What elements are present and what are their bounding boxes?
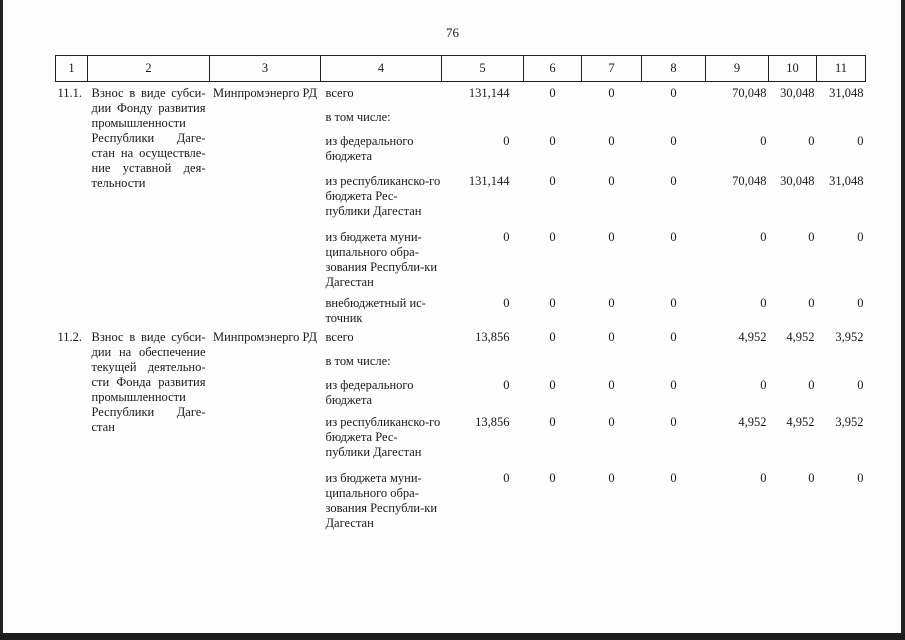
column-header: 11 xyxy=(817,56,866,82)
value-cell: 0 xyxy=(503,470,510,485)
value-cell: 30,048 xyxy=(780,85,815,100)
value-cell: 0 xyxy=(503,229,510,244)
item-name-line: дии на обеспечение xyxy=(91,344,206,359)
value-cell: 0 xyxy=(670,85,677,100)
value-cell: 0 xyxy=(670,133,677,148)
value-cell: 0 xyxy=(808,229,815,244)
value-cell: 0 xyxy=(857,229,864,244)
executor: Минпромэнерго РД xyxy=(212,85,318,100)
value-cell: 0 xyxy=(857,470,864,485)
value-cell: 0 xyxy=(549,85,556,100)
value-cell: 30,048 xyxy=(780,173,815,188)
item-name-line: тельности xyxy=(91,175,146,190)
funding-source: в том числе: xyxy=(325,109,391,124)
value-cell: 3,952 xyxy=(835,414,864,429)
value-cell: 0 xyxy=(670,377,677,392)
value-cell: 0 xyxy=(549,295,556,310)
column-header: 2 xyxy=(88,56,210,82)
value-cell: 0 xyxy=(857,377,864,392)
funding-source: из федерального бюджета xyxy=(325,133,414,163)
column-header: 6 xyxy=(524,56,582,82)
value-cell: 0 xyxy=(549,329,556,344)
value-cell: 70,048 xyxy=(732,85,767,100)
value-cell xyxy=(706,110,769,134)
value-cell xyxy=(817,354,866,378)
column-header: 4 xyxy=(321,56,442,82)
value-cell xyxy=(642,110,706,134)
value-cell: 0 xyxy=(760,470,767,485)
value-cell: 0 xyxy=(670,414,677,429)
value-cell: 0 xyxy=(670,295,677,310)
value-cell xyxy=(769,354,817,378)
item-name-line: стан на осуществле- xyxy=(91,145,206,160)
page-number: 76 xyxy=(446,25,459,40)
value-cell: 0 xyxy=(503,133,510,148)
value-cell: 131,144 xyxy=(468,173,510,188)
value-cell: 0 xyxy=(503,295,510,310)
value-cell: 0 xyxy=(760,229,767,244)
scan-border-bottom xyxy=(0,633,905,640)
value-cell: 70,048 xyxy=(732,173,767,188)
item-name-line: стан xyxy=(91,419,115,434)
value-cell: 0 xyxy=(608,377,615,392)
value-cell: 0 xyxy=(549,173,556,188)
value-cell: 0 xyxy=(857,133,864,148)
value-cell: 0 xyxy=(760,133,767,148)
funding-source: из федерального бюджета xyxy=(325,377,414,407)
budget-table xyxy=(55,55,866,541)
funding-source: всего xyxy=(325,329,354,344)
value-cell: 0 xyxy=(608,173,615,188)
value-cell: 0 xyxy=(808,295,815,310)
funding-source: в том числе: xyxy=(325,353,391,368)
item-name-line: Республики Даге- xyxy=(91,130,206,145)
item-name xyxy=(88,86,210,330)
value-cell: 13,856 xyxy=(475,414,510,429)
value-cell: 0 xyxy=(549,377,556,392)
item-name-line: промышленности xyxy=(91,389,186,404)
value-cell: 0 xyxy=(670,173,677,188)
value-cell: 4,952 xyxy=(738,329,767,344)
funding-source: из бюджета муни-ципального обра-зования Республи-ки Дагестан xyxy=(325,229,438,289)
value-cell: 0 xyxy=(608,329,615,344)
value-cell xyxy=(442,354,524,378)
funding-source: из республиканско-го бюджета Рес-публики Дагестан xyxy=(325,173,441,218)
funding-source: внебюджетный ис-точник xyxy=(325,295,426,325)
value-cell: 0 xyxy=(549,133,556,148)
value-cell xyxy=(769,110,817,134)
value-cell: 0 xyxy=(549,470,556,485)
value-cell: 0 xyxy=(608,414,615,429)
value-cell xyxy=(442,110,524,134)
value-cell: 4,952 xyxy=(738,414,767,429)
value-cell xyxy=(642,354,706,378)
table-row xyxy=(56,86,866,110)
value-cell xyxy=(817,110,866,134)
item-name-line: промышленности xyxy=(91,115,186,130)
scan-border-right xyxy=(901,0,905,640)
value-cell xyxy=(524,110,582,134)
item-number: 11.1. xyxy=(57,85,83,100)
item-name-line: ние уставной дея- xyxy=(91,160,206,175)
value-cell: 0 xyxy=(760,377,767,392)
value-cell: 0 xyxy=(503,377,510,392)
value-cell: 0 xyxy=(670,470,677,485)
funding-source: из республиканско-го бюджета Рес-публики Дагестан xyxy=(325,414,441,459)
item-name xyxy=(88,330,210,541)
value-cell: 31,048 xyxy=(829,85,864,100)
funding-source: из бюджета муни-ципального обра-зования Республи-ки Дагестан xyxy=(325,470,438,530)
value-cell: 0 xyxy=(608,85,615,100)
executor: Минпромэнерго РД xyxy=(212,329,318,344)
column-header: 5 xyxy=(442,56,524,82)
column-header: 7 xyxy=(582,56,642,82)
value-cell: 0 xyxy=(549,414,556,429)
value-cell xyxy=(582,110,642,134)
value-cell: 0 xyxy=(608,470,615,485)
funding-source: всего xyxy=(325,85,354,100)
scan-border-left xyxy=(0,0,3,640)
value-cell: 4,952 xyxy=(786,329,815,344)
value-cell: 13,856 xyxy=(475,329,510,344)
item-number: 11.2. xyxy=(57,329,83,344)
value-cell xyxy=(706,354,769,378)
value-cell xyxy=(582,354,642,378)
item-name-line: Республики Даге- xyxy=(91,404,206,419)
column-header: 9 xyxy=(706,56,769,82)
item-name-line: сти Фонда развития xyxy=(91,374,206,389)
value-cell: 0 xyxy=(608,229,615,244)
item-name-line: дии Фонду развития xyxy=(91,100,206,115)
item-name-line: текущей деятельно- xyxy=(91,359,206,374)
value-cell: 4,952 xyxy=(786,414,815,429)
item-name-line: Взнос в виде субси- xyxy=(91,85,206,100)
item-name-line: Взнос в виде субси- xyxy=(91,329,206,344)
value-cell: 0 xyxy=(760,295,767,310)
value-cell: 3,952 xyxy=(835,329,864,344)
value-cell: 31,048 xyxy=(829,173,864,188)
value-cell: 0 xyxy=(808,133,815,148)
value-cell: 0 xyxy=(608,295,615,310)
column-header: 8 xyxy=(642,56,706,82)
value-cell: 0 xyxy=(808,470,815,485)
value-cell: 0 xyxy=(608,133,615,148)
table-row xyxy=(56,330,866,354)
value-cell: 0 xyxy=(857,295,864,310)
value-cell: 131,144 xyxy=(468,85,510,100)
value-cell: 0 xyxy=(549,229,556,244)
value-cell xyxy=(524,354,582,378)
column-header-row xyxy=(56,56,866,82)
column-header: 3 xyxy=(210,56,321,82)
value-cell: 0 xyxy=(670,329,677,344)
column-header: 10 xyxy=(769,56,817,82)
value-cell: 0 xyxy=(670,229,677,244)
column-header: 1 xyxy=(56,56,88,82)
value-cell: 0 xyxy=(808,377,815,392)
